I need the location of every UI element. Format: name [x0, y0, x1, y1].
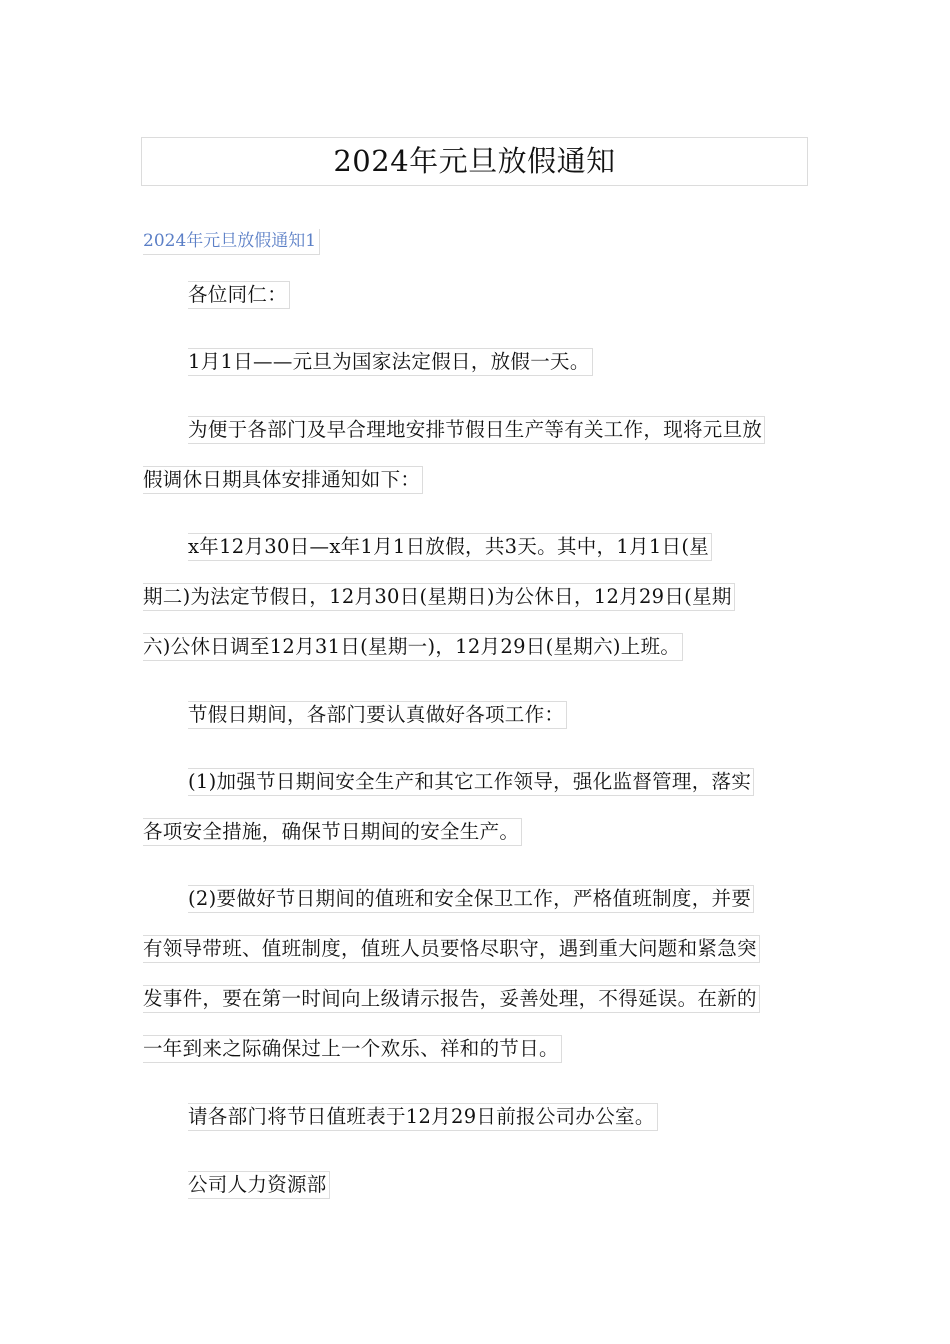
paragraph-item-2 — [143, 874, 813, 1074]
paragraph-holiday-date — [143, 337, 813, 387]
paragraph-line: 一年到来之际确保过上一个欢乐、祥和的节日。 — [143, 1035, 562, 1063]
paragraph-schedule — [143, 522, 813, 672]
paragraph-requirements — [143, 690, 813, 740]
paragraph-line: 为便于各部门及早合理地安排节假日生产等有关工作，现将元旦放 — [188, 416, 765, 444]
paragraph-line: 假调休日期具体安排通知如下： — [143, 466, 423, 494]
paragraph-line: 发事件，要在第一时间向上级请示报告，妥善处理，不得延误。在新的 — [143, 985, 760, 1013]
document-title: 2024年元旦放假通知 — [141, 137, 808, 186]
document-subtitle: 2024年元旦放假通知1 — [143, 229, 320, 255]
paragraph-line: 请各部门将节日值班表于12月29日前报公司办公室。 — [188, 1103, 658, 1131]
paragraph-intro — [143, 405, 813, 505]
signature-text: 公司人力资源部 — [188, 1171, 330, 1199]
greeting-paragraph — [143, 270, 813, 320]
paragraph-line: (2)要做好节日期间的值班和安全保卫工作，严格值班制度，并要 — [188, 885, 754, 913]
paragraph-item-1 — [143, 757, 813, 857]
paragraph-line: 期二)为法定节假日，12月30日(星期日)为公休日，12月29日(星期 — [143, 583, 735, 611]
paragraph-line: 节假日期间，各部门要认真做好各项工作： — [188, 701, 567, 729]
greeting-text: 各位同仁： — [188, 281, 290, 309]
signature-paragraph — [143, 1160, 813, 1210]
paragraph-duty-roster — [143, 1092, 813, 1142]
paragraph-line: 六)公休日调至12月31日(星期一)，12月29日(星期六)上班。 — [143, 633, 683, 661]
paragraph-line: x年12月30日—x年1月1日放假，共3天。其中，1月1日(星 — [188, 533, 712, 561]
paragraph-line: 有领导带班、值班制度，值班人员要恪尽职守，遇到重大问题和紧急突 — [143, 935, 760, 963]
paragraph-line: 1月1日——元旦为国家法定假日，放假一天。 — [188, 348, 593, 376]
paragraph-line: 各项安全措施，确保节日期间的安全生产。 — [143, 818, 522, 846]
paragraph-line: (1)加强节日期间安全生产和其它工作领导，强化监督管理，落实 — [188, 768, 754, 796]
